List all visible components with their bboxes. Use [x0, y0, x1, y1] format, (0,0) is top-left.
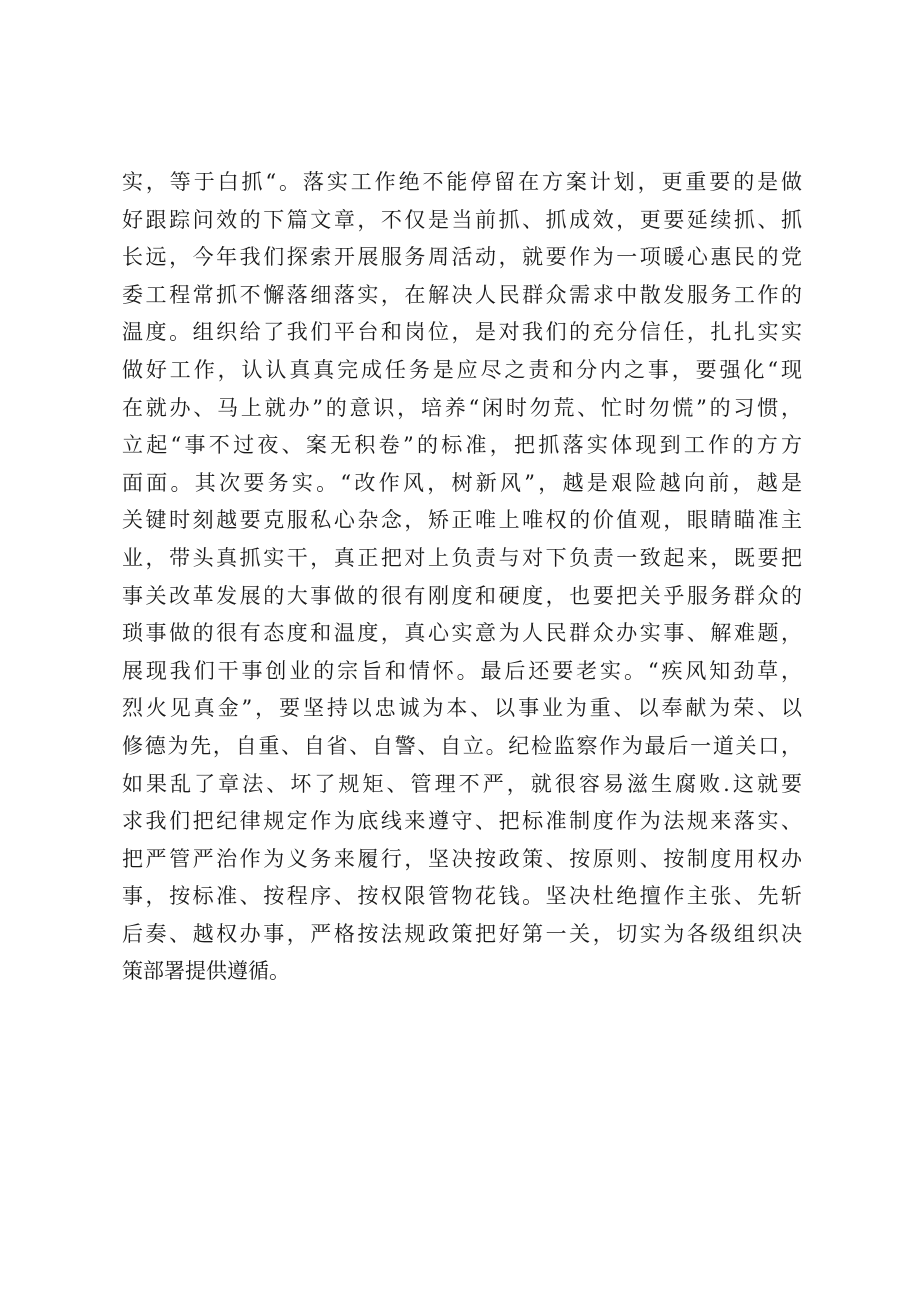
- body-text: [122, 164, 802, 991]
- text-line: 在就办、马上就办”的意识，培养“闲时勿荒、忙时勿慌”的习惯，: [122, 395, 802, 420]
- text-line: 后奏、越权办事，严格按法规政策把好第一关，切实为各级组织决: [122, 921, 802, 946]
- text-line: 把严管严治作为义务来履行，坚决按政策、按原则、按制度用权办: [122, 846, 802, 871]
- text-line: 面面。其次要务实。“改作风，树新风”，越是艰险越向前，越是: [122, 470, 802, 495]
- text-line: 如果乱了章法、坏了规矩、管理不严，就很容易滋生腐败.这就要: [122, 771, 802, 796]
- text-line: 立起“事不过夜、案无积卷”的标准，把抓落实体现到工作的方方: [122, 433, 802, 458]
- text-line: 烈火见真金”，要坚持以忠诚为本、以事业为重、以奉献为荣、以: [122, 696, 802, 721]
- text-line: 策部署提供遵循。: [122, 959, 290, 984]
- text-line: 温度。组织给了我们平台和岗位，是对我们的充分信任，扎扎实实: [122, 320, 802, 345]
- text-line: 委工程常抓不懈落细落实，在解决人民群众需求中散发服务工作的: [122, 282, 802, 307]
- text-line: 做好工作，认认真真完成任务是应尽之责和分内之事，要强化“现: [122, 357, 802, 382]
- text-line: 关键时刻越要克服私心杂念，矫正唯上唯权的价值观，眼睛瞄准主: [122, 508, 802, 533]
- text-line: 好跟踪问效的下篇文章，不仅是当前抓、抓成效，更要延续抓、抓: [122, 207, 802, 232]
- text-line: 实，等于白抓“。落实工作绝不能停留在方案计划，更重要的是做: [122, 170, 802, 194]
- text-line: 事关改革发展的大事做的很有刚度和硬度，也要把关乎服务群众的: [122, 583, 802, 608]
- text-line: 求我们把纪律规定作为底线来遵守、把标准制度作为法规来落实、: [122, 809, 802, 834]
- text-line: 展现我们干事创业的宗旨和情怀。最后还要老实。“疾风知劲草，: [122, 658, 802, 683]
- text-line: 长远，今年我们探索开展服务周活动，就要作为一项暖心惠民的党: [122, 245, 802, 270]
- text-line: 修德为先，自重、自省、自警、自立。纪检监察作为最后一道关口，: [122, 733, 802, 758]
- text-line: 业，带头真抓实干，真正把对上负责与对下负责一致起来，既要把: [122, 545, 802, 570]
- text-line: 琐事做的很有态度和温度，真心实意为人民群众办实事、解难题，: [122, 621, 802, 646]
- text-line: 事，按标准、按程序、按权限管物花钱。坚决杜绝擅作主张、先斩: [122, 884, 802, 909]
